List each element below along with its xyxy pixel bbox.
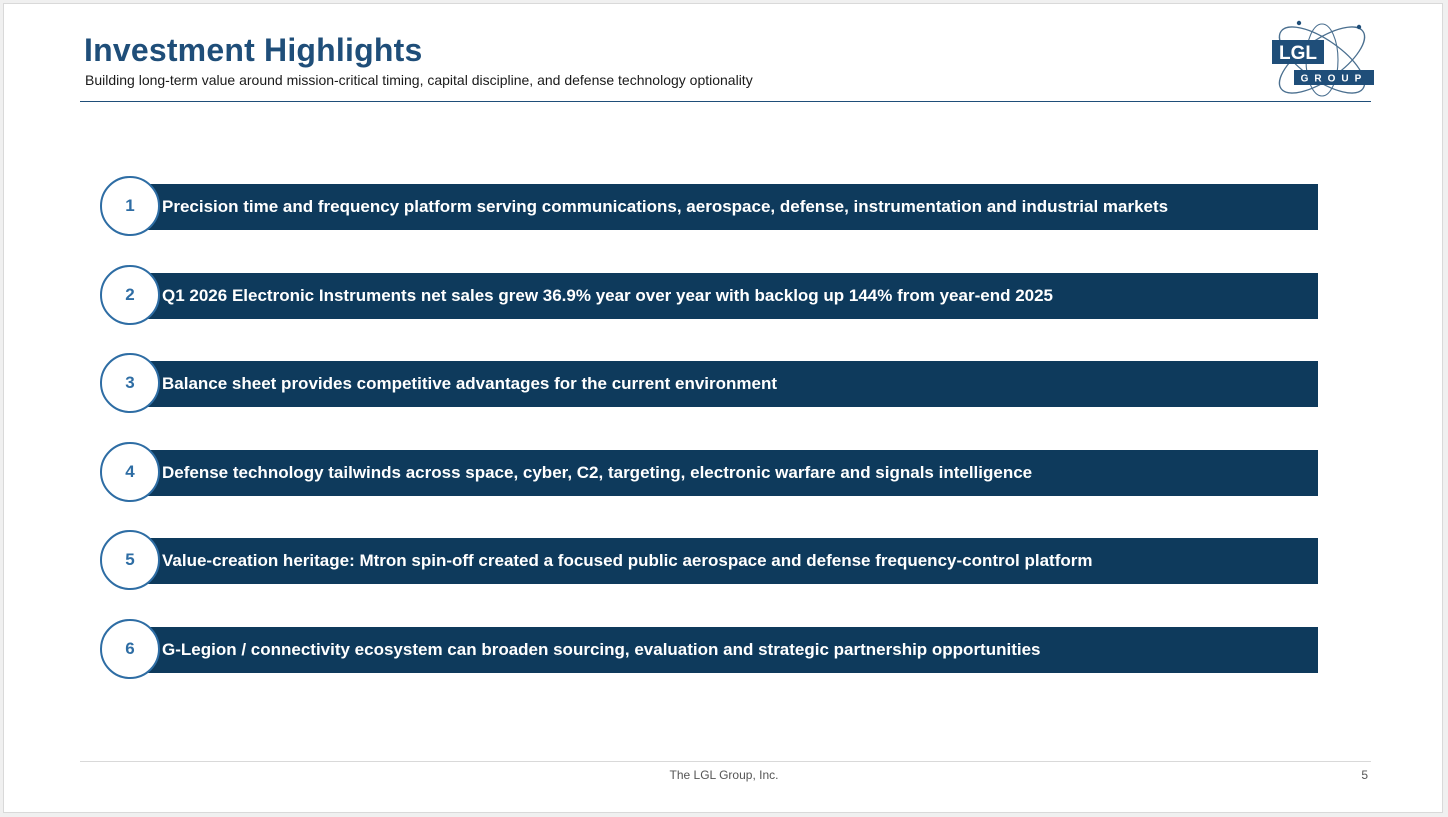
header-divider xyxy=(80,101,1371,102)
highlight-number: 3 xyxy=(100,353,160,413)
highlight-item xyxy=(100,442,1322,504)
highlight-item xyxy=(100,353,1322,415)
highlight-text: Balance sheet provides competitive advantages for the current environment xyxy=(162,374,778,394)
highlight-number: 6 xyxy=(100,619,160,679)
highlight-text: Value-creation heritage: Mtron spin-off created a focused public aerospace and defense frequency-control platform xyxy=(162,551,1093,571)
highlight-text: G-Legion / connectivity ecosystem can broaden sourcing, evaluation and strategic partnership opportunities xyxy=(162,640,1041,659)
footer-company: The LGL Group, Inc. xyxy=(669,768,779,782)
highlight-text: Defense technology tailwinds across space, cyber, C2, targeting, electronic warfare and signals intelligence xyxy=(162,462,1033,482)
highlight-number: 2 xyxy=(100,265,160,325)
highlight-text: Precision time and frequency platform serving communications, aerospace, defense, instrumentation and industrial markets xyxy=(162,197,1169,216)
highlight-text: Q1 2026 Electronic Instruments net sales grew 36.9% year over year with backlog up 144% from year-end 2025 xyxy=(162,285,1054,305)
highlight-number: 5 xyxy=(100,530,160,590)
highlight-item xyxy=(100,265,1322,327)
lgl-group-logo xyxy=(1266,16,1374,98)
page-subtitle: Building long-term value around mission-critical timing, capital discipline, and defense technology optionality xyxy=(85,72,753,88)
footer-divider xyxy=(80,761,1371,762)
highlight-item xyxy=(100,619,1322,681)
slide xyxy=(3,3,1443,813)
highlight-item xyxy=(100,176,1322,238)
highlight-item xyxy=(100,530,1322,592)
page-number: 5 xyxy=(1361,768,1368,782)
logo-text-group: GROUP xyxy=(1300,73,1368,85)
highlight-number: 4 xyxy=(100,442,160,502)
logo-text-lgl: LGL xyxy=(1279,43,1317,64)
highlight-number: 1 xyxy=(100,176,160,236)
page-title: Investment Highlights xyxy=(84,32,423,68)
